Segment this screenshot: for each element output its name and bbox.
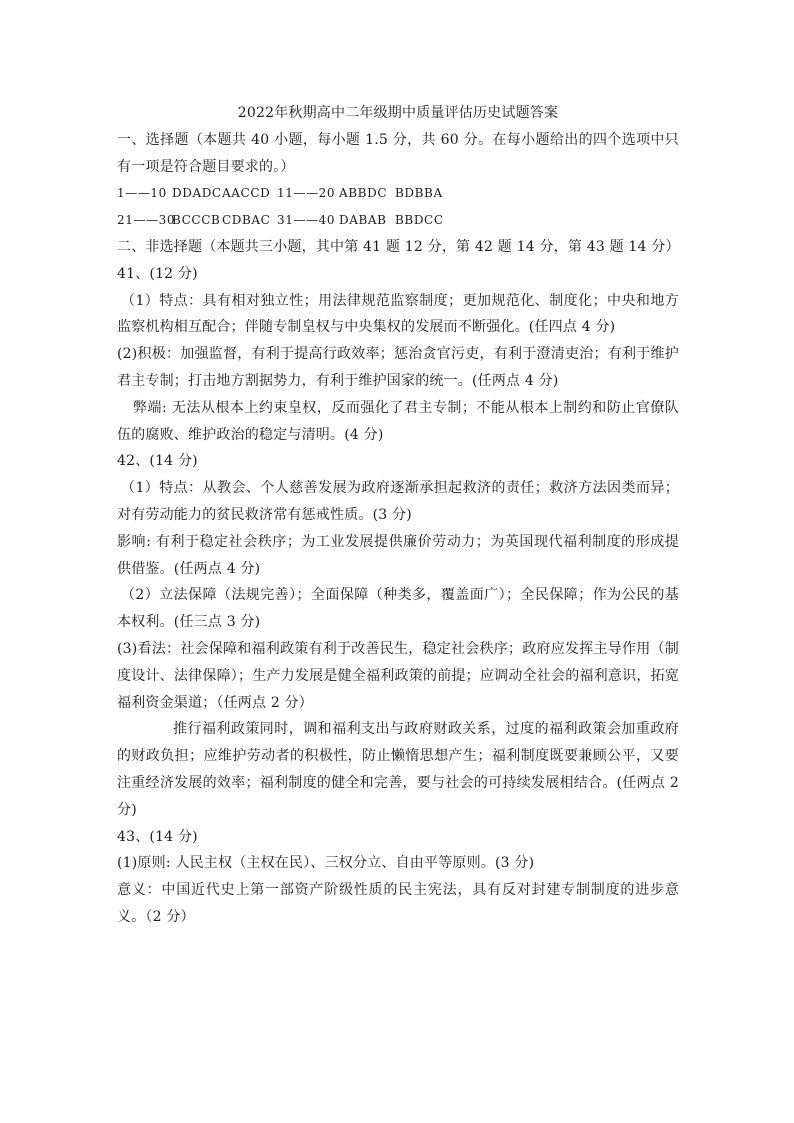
- question-41-label: 41、(12 分): [117, 265, 198, 282]
- question-42-part2: （2）立法保障（法规完善）；全面保障（种类多，覆盖面广）；全民保障；作为公民的基本权利。(任三点 3 分): [117, 587, 679, 631]
- answer-group: AACCD: [222, 186, 271, 201]
- question-41-part3: 弊端: 无法从根本上约束皇权，反而强化了君主专制；不能从根本上制约和防止官僚队伍的腐败、维护政治的稳定与清明。(4 分): [117, 399, 679, 443]
- page-title: 2022年秋期高中二年级期中质量评估历史试题答案: [237, 105, 559, 121]
- section1-heading: 一、选择题（本题共 40 小题，每小题 1.5 分，共 60 分。在每小题给出的四个选项中只有一项是符合题目要求的。）: [117, 131, 679, 175]
- section2-heading: 二、非选择题（本题共三小题，其中第 41 题 12 分，第 42 题 14 分，第 43 题 14 分）: [117, 238, 680, 255]
- answer-range: 11——20: [277, 186, 336, 201]
- question-43-part1: (1)原则: 人民主权（主权在民）、三权分立、自由平等原则。(3 分): [117, 855, 535, 872]
- answer-range: 31——40: [277, 213, 336, 228]
- question-42-label: 42、(14 分): [117, 453, 198, 470]
- answer-group: BDBBA: [395, 186, 443, 201]
- answer-row-1: [117, 180, 679, 207]
- question-43-significance: 意义：中国近代史上第一部资产阶级性质的民主宪法，具有反对封建专制制度的进步意义。（2 分）: [117, 882, 679, 925]
- answer-row-2: [117, 207, 679, 234]
- answer-group: BCCCB: [172, 213, 221, 228]
- answer-group: DDADC: [172, 186, 222, 201]
- question-41-part1: （1）特点：具有相对独立性；用法律规范监察制度；更加规范化、制度化；中央和地方监察机构相互配合；伴随专制皇权与中央集权的发展而不断强化。(任四点 4 分): [117, 292, 679, 336]
- answer-group: DABAB: [339, 213, 387, 228]
- question-43-label: 43、(14 分): [117, 828, 198, 845]
- answer-range: 1——10: [117, 186, 167, 201]
- answer-group: CDBAC: [222, 213, 271, 228]
- answer-group: ABBDC: [339, 186, 388, 201]
- question-41-part2: (2)积极：加强监督，有利于提高行政效率；惩治贪官污吏，有利于澄清吏治；有利于维护君主专制；打击地方割据势力，有利于维护国家的统一。(任两点 4 分): [117, 346, 679, 389]
- question-42-part1: （1）特点：从教会、个人慈善发展为政府逐渐承担起救济的责任；救济方法因类而异；对有劳动能力的贫民救济常有惩戒性质。(3 分): [117, 480, 679, 523]
- answer-range: 21——30: [117, 213, 176, 228]
- question-42-part3: (3)看法：社会保障和福利政策有利于改善民生，稳定社会秩序；政府应发挥主导作用（制度设计、法律保障）；生产力发展是健全福利政策的前提；应调动全社会的福利意识，拓宽福利资金渠道；（任两点 2 分）: [117, 640, 679, 711]
- answer-group: BBDCC: [395, 213, 444, 228]
- answer-sheet: [117, 100, 679, 931]
- question-42-impact: 影响: 有利于稳定社会秩序；为工业发展提供廉价劳动力；为英国现代福利制度的形成提供借鉴。(任两点 4 分): [117, 533, 679, 577]
- question-42-part3-continued: 推行福利政策同时，调和福利支出与政府财政关系，过度的福利政策会加重政府的财政负担；应维护劳动者的积极性，防止懒惰思想产生；福利制度既要兼顾公平，又要注重经济发展的效率；福利制度的健全和完善，要与社会的可持续发展相结合。(任两点 2 分): [117, 721, 679, 818]
